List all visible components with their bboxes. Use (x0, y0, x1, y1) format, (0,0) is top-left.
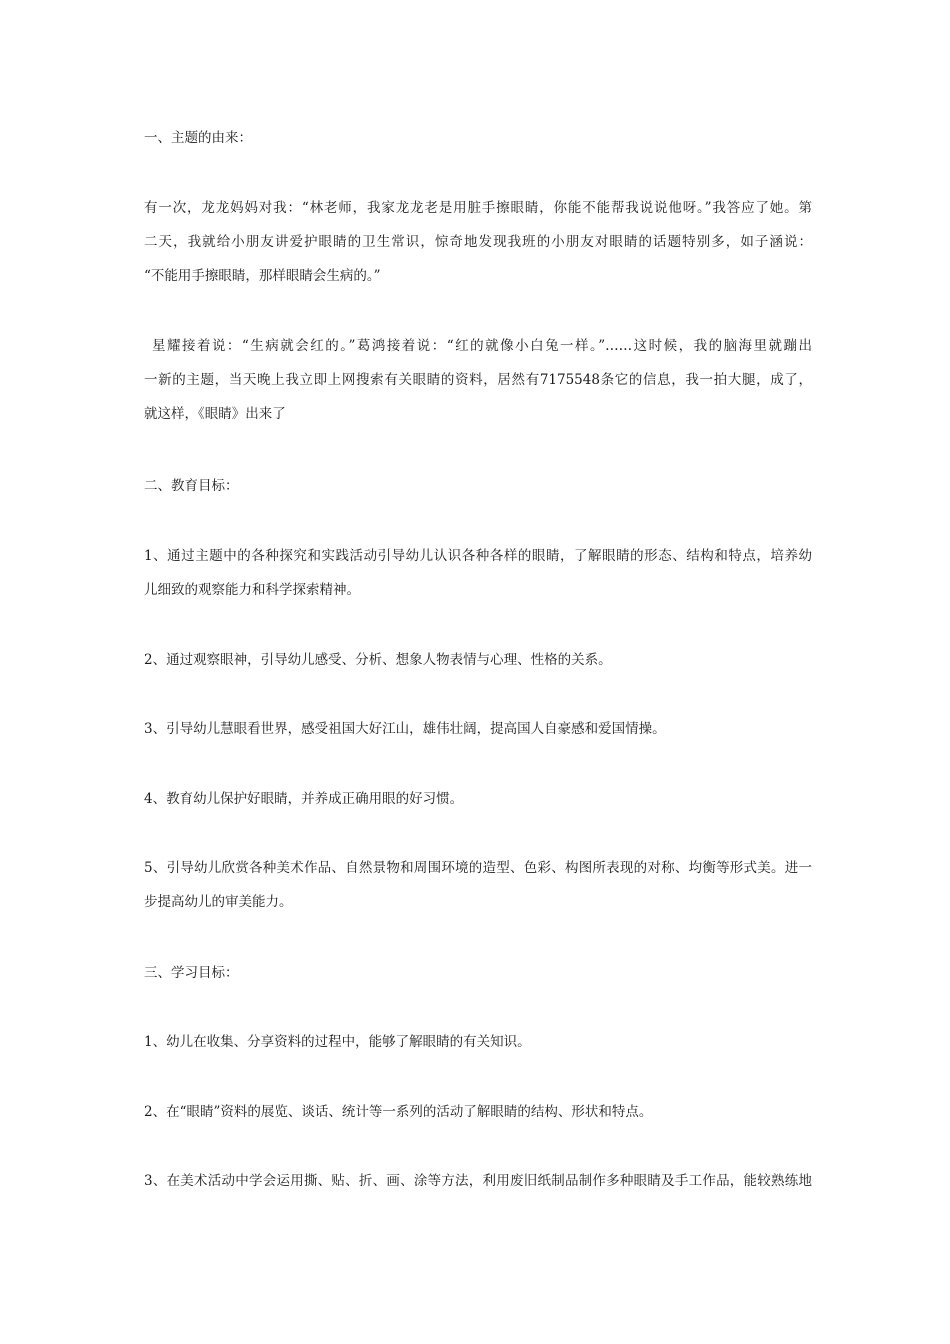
list-item-line: 2、在“眼睛”资料的展览、谈话、统计等一系列的活动了解眼睛的结构、形状和特点。 (144, 1104, 653, 1120)
list-item-line: 1、幼儿在收集、分享资料的过程中，能够了解眼睛的有关知识。 (144, 1034, 531, 1050)
list-item-line: 3、引导幼儿慧眼看世界，感受祖国大好江山，雄伟壮阔，提高国人自豪感和爱国情操。 (144, 721, 666, 737)
paragraph-line: 就这样，《眼睛》出来了 (144, 406, 286, 422)
list-item-line: 1、通过主题中的各种探究和实践活动引导幼儿认识各种各样的眼睛，了解眼睛的形态、结构和特点，培养幼 (144, 548, 812, 564)
list-item-line: 5、引导幼儿欣赏各种美术作品、自然景物和周围环境的造型、色彩、构图所表现的对称、均衡等形式美。进一 (144, 860, 812, 876)
list-item-line: 儿细致的观察能力和科学探索精神。 (144, 582, 360, 598)
list-item-line: 3、在美术活动中学会运用撕、贴、折、画、涂等方法，利用废旧纸制品制作多种眼睛及手工作品，能较熟练地 (144, 1173, 812, 1189)
paragraph-line: 二天，我就给小朋友讲爱护眼睛的卫生常识，惊奇地发现我班的小朋友对眼睛的话题特别多，如子涵说： (144, 234, 812, 250)
paragraph-line: 一新的主题，当天晚上我立即上网搜索有关眼睛的资料，居然有7175548条它的信息，我一拍大腿，成了， (144, 372, 812, 388)
list-item-line: 步提高幼儿的审美能力。 (144, 894, 293, 910)
list-item-line: 2、通过观察眼神，引导幼儿感受、分析、想象人物表情与心理、性格的关系。 (144, 652, 612, 668)
list-item-line: 4、教育幼儿保护好眼睛，并养成正确用眼的好习惯。 (144, 791, 464, 807)
section-heading-origin: 一、主题的由来： (144, 130, 252, 146)
paragraph-line: 星耀接着说：“生病就会红的。”葛鸿接着说：“红的就像小白兔一样。”……这时候，我的脑海里就蹦出 (152, 338, 812, 354)
paragraph-line: 有一次，龙龙妈妈对我：“林老师，我家龙龙老是用脏手擦眼睛，你能不能帮我说说他呀。”我答应了她。第 (144, 200, 812, 216)
paragraph-line: “不能用手擦眼睛，那样眼睛会生病的。” (144, 268, 381, 284)
section-heading-education-goals: 二、教育目标： (144, 478, 239, 494)
section-heading-learning-goals: 三、学习目标： (144, 965, 239, 981)
